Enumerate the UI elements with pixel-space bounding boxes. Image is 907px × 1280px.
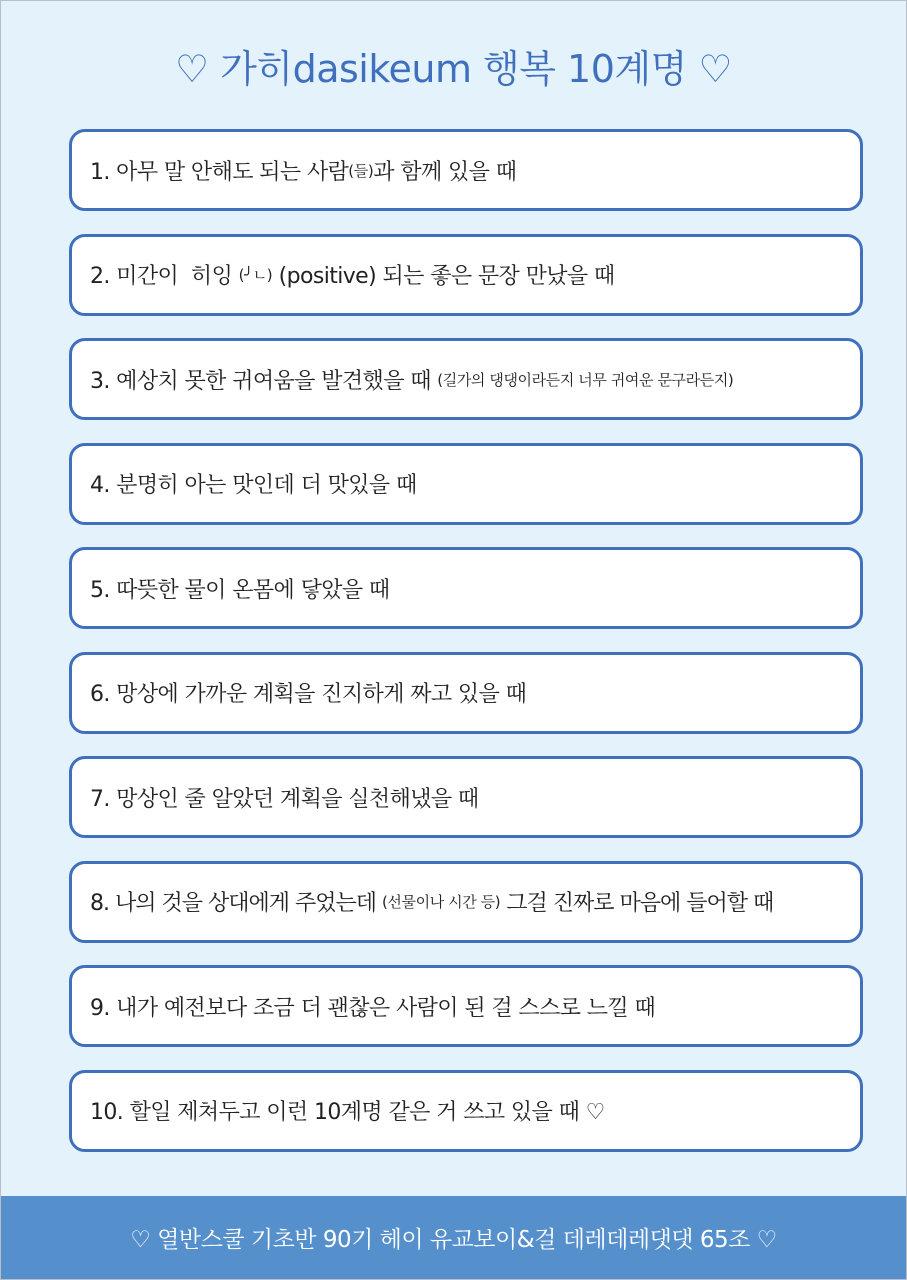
happiness-list [69, 129, 863, 1152]
list-item-note: (들) [348, 161, 374, 180]
list-item-text: 2. 미간이 히잉 [90, 264, 239, 289]
list-item-note: (길가의 댕댕이라든지 너무 귀여운 문구라든지) [437, 370, 734, 389]
list-item-tail: 과 함께 있을 때 [373, 159, 517, 185]
list-item [69, 547, 863, 629]
list-item-note: (╯ㄴ) [238, 266, 273, 284]
list-item-text: 3. 예상치 못한 귀여움을 발견했을 때 [90, 368, 438, 394]
list-item-text: 6. 망상에 가까운 계획을 진지하게 짜고 있을 때 [90, 682, 527, 707]
list-item-note: (선물이나 시간 등) [381, 893, 501, 911]
list-item [69, 965, 863, 1047]
list-item [69, 338, 863, 420]
list-item [69, 1070, 863, 1152]
footer-text: ♡ 열반스쿨 기초반 90기 헤이 유교보이&걸 데레데레댓댓 65조 ♡ [130, 1227, 777, 1253]
list-item-tail: (positive) 되는 좋은 문장 만났을 때 [272, 264, 615, 289]
list-item [69, 652, 863, 734]
list-item-text: 7. 망상인 줄 알았던 계획을 실천해냈을 때 [90, 786, 479, 812]
list-item-text: 10. 할일 제쳐두고 이런 10계명 같은 거 쓰고 있을 때 ♡ [90, 1100, 605, 1125]
list-item-text: 1. 아무 말 안해도 되는 사람 [90, 159, 349, 185]
list-item [69, 129, 863, 211]
page-title: ♡ 가히dasikeum 행복 10계명 ♡ [175, 47, 732, 91]
list-item-text: 4. 분명히 아는 맛인데 더 맛있을 때 [90, 473, 417, 498]
list-item-text: 9. 내가 예전보다 조금 더 괜찮은 사람이 된 걸 스스로 느낄 때 [90, 995, 656, 1021]
list-item [69, 861, 863, 943]
list-item-tail: 그걸 진짜로 마음에 들어할 때 [500, 891, 774, 916]
footer-banner [1, 1196, 906, 1279]
list-item [69, 234, 863, 316]
list-item-text: 5. 따뜻한 물이 온몸에 닿았을 때 [90, 577, 390, 603]
list-item [69, 756, 863, 838]
list-item [69, 443, 863, 525]
list-item-text: 8. 나의 것을 상대에게 주었는데 [90, 891, 382, 916]
